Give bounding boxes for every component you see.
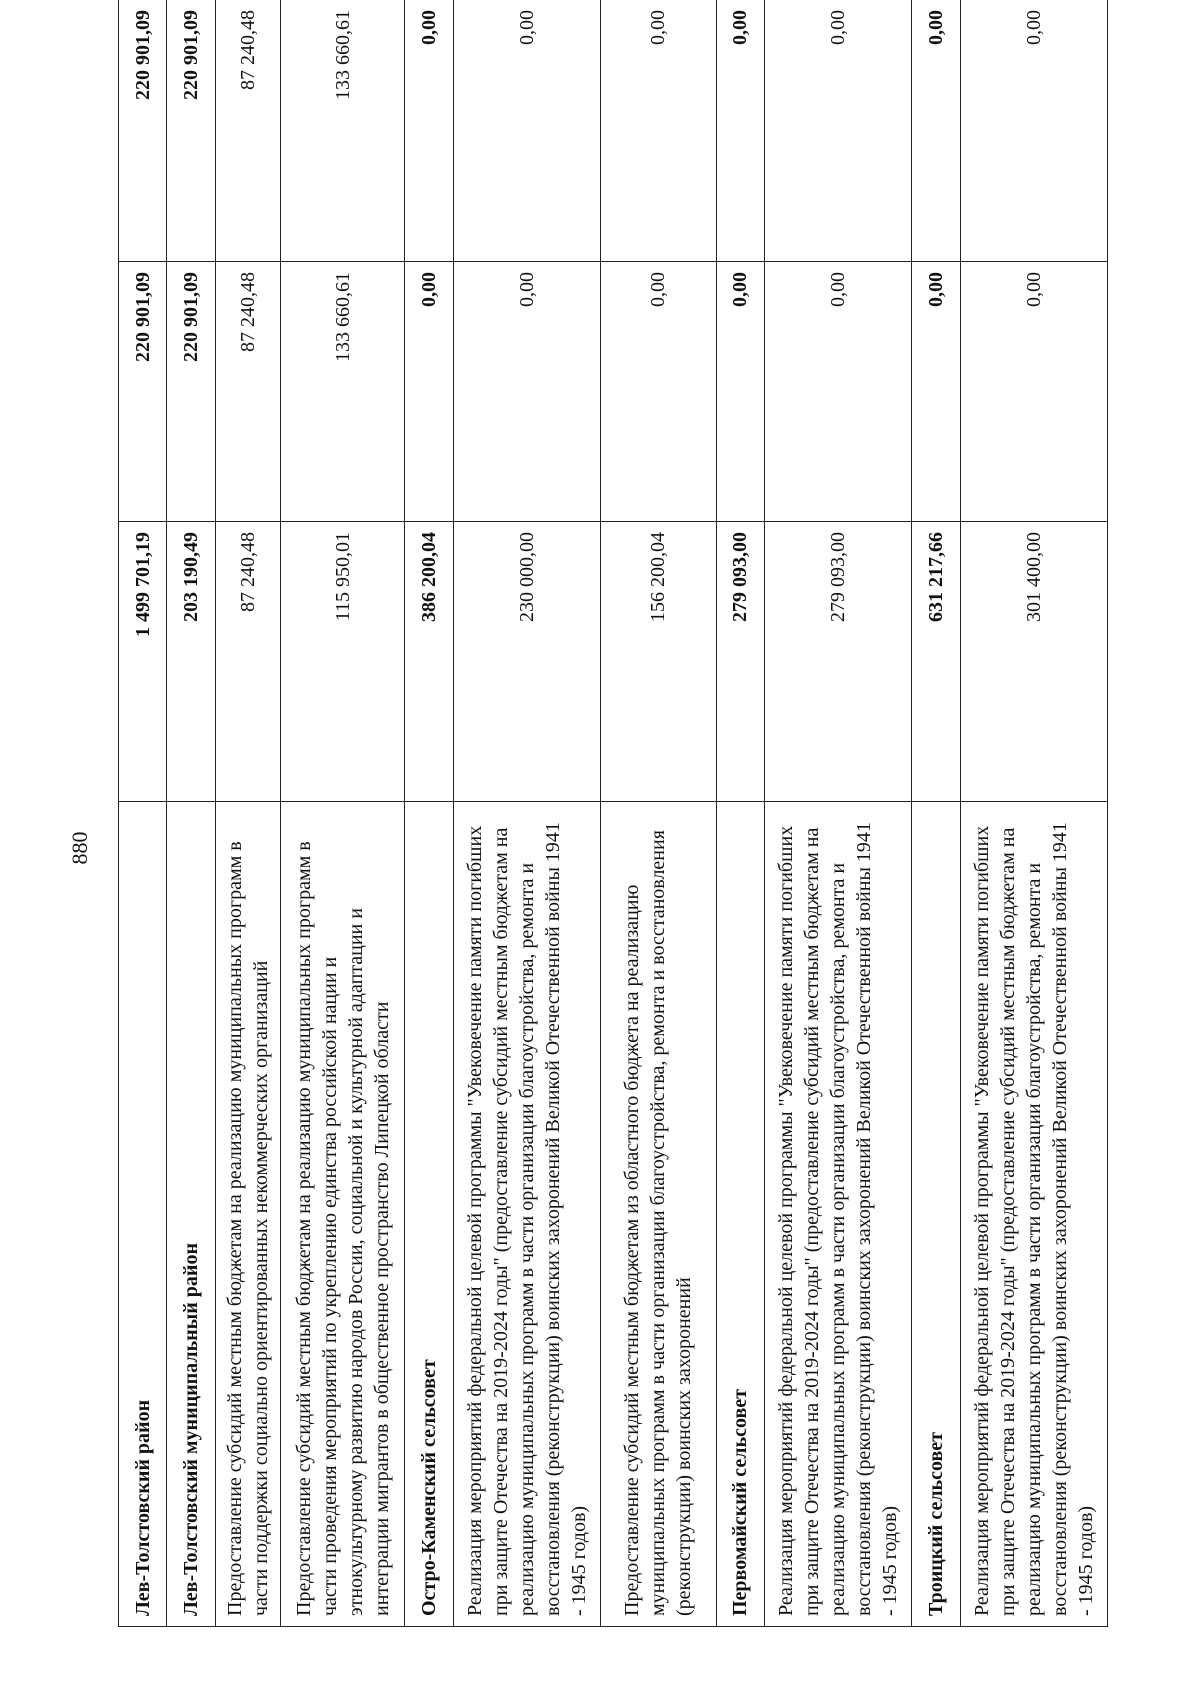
row-name-cell: Лев-Толстовский муниципальный район [167,802,215,1627]
value-1-cell: 279 093,00 [764,522,911,802]
value-2-cell: 0,00 [912,262,960,522]
value-1-cell: 1 499 701,19 [119,522,167,802]
row-name-cell: Остро-Каменский сельсовет [405,802,453,1627]
value-1-cell: 631 217,66 [912,522,960,802]
row-name-cell: Предоставление субсидий местным бюджетам из областного бюджета на реализацию муниципальных программ в части организации благоустройства, ремонта и восстановления (реконструкции) воинских захоронений [600,802,716,1627]
value-2-cell: 0,00 [764,262,911,522]
table-row [764,0,911,1627]
rotated-table-container [118,0,1108,1627]
row-name-cell: Предоставление субсидий местным бюджетам на реализацию муниципальных программ в части поддержки социально ориентированных некоммерческих организаций [215,802,280,1627]
value-2-cell: 0,00 [453,262,600,522]
value-1-cell: 301 400,00 [960,522,1107,802]
value-1-cell: 386 200,04 [405,522,453,802]
value-3-cell: 0,00 [453,0,600,262]
value-1-cell: 115 950,01 [281,522,405,802]
row-name-cell: Реализация мероприятий федеральной целевой программы "Увековечение памяти погибших при защите Отечества на 2019-2024 годы" (предоставление субсидий местным бюджетам на реализацию муниципальных программ в части организации благоустройства, ремонта и восстановления (реконструкции) воинских захоронений Великой Отечественной войны 1941 - 1945 годов) [453,802,600,1627]
value-1-cell: 87 240,48 [215,522,280,802]
value-2-cell: 0,00 [405,262,453,522]
page-number: 880 [67,831,92,865]
table-row [167,0,215,1627]
value-2-cell: 87 240,48 [215,262,280,522]
value-1-cell: 203 190,49 [167,522,215,802]
value-2-cell: 0,00 [716,262,764,522]
value-2-cell: 0,00 [600,262,716,522]
value-3-cell: 0,00 [764,0,911,262]
value-3-cell: 220 901,09 [167,0,215,262]
row-name-cell: Предоставление субсидий местным бюджетам на реализацию муниципальных программ в части проведения мероприятий по укреплению единства российской нации и этнокультурному развитию народов России, социальной и культурной адаптации и интеграции мигрантов в общественное пространство Липецкой области [281,802,405,1627]
value-3-cell: 0,00 [405,0,453,262]
value-2-cell: 220 901,09 [119,262,167,522]
value-3-cell: 87 240,48 [215,0,280,262]
row-name-cell: Лев-Толстовский район [119,802,167,1627]
value-1-cell: 279 093,00 [716,522,764,802]
value-3-cell: 0,00 [912,0,960,262]
value-3-cell: 0,00 [716,0,764,262]
table-row [912,0,960,1627]
row-name-cell: Первомайский сельсовет [716,802,764,1627]
value-3-cell: 0,00 [600,0,716,262]
value-1-cell: 230 000,00 [453,522,600,802]
budget-table [118,0,1108,1627]
value-2-cell: 133 660,61 [281,262,405,522]
row-name-cell: Реализация мероприятий федеральной целевой программы "Увековечение памяти погибших при защите Отечества на 2019-2024 годы" (предоставление субсидий местным бюджетам на реализацию муниципальных программ в части организации благоустройства, ремонта и восстановления (реконструкции) воинских захоронений Великой Отечественной войны 1941 - 1945 годов) [764,802,911,1627]
value-1-cell: 156 200,04 [600,522,716,802]
row-name-cell: Реализация мероприятий федеральной целевой программы "Увековечение памяти погибших при защите Отечества на 2019-2024 годы" (предоставление субсидий местным бюджетам на реализацию муниципальных программ в части организации благоустройства, ремонта и восстановления (реконструкции) воинских захоронений Великой Отечественной войны 1941 - 1945 годов) [960,802,1107,1627]
value-2-cell: 220 901,09 [167,262,215,522]
table-row [716,0,764,1627]
table-row [960,0,1107,1627]
value-3-cell: 0,00 [960,0,1107,262]
table-row [405,0,453,1627]
table-row [119,0,167,1627]
table-row [600,0,716,1627]
value-3-cell: 133 660,61 [281,0,405,262]
table-row [453,0,600,1627]
row-name-cell: Троицкий сельсовет [912,802,960,1627]
table-row [281,0,405,1627]
value-3-cell: 220 901,09 [119,0,167,262]
table-row [215,0,280,1627]
value-2-cell: 0,00 [960,262,1107,522]
